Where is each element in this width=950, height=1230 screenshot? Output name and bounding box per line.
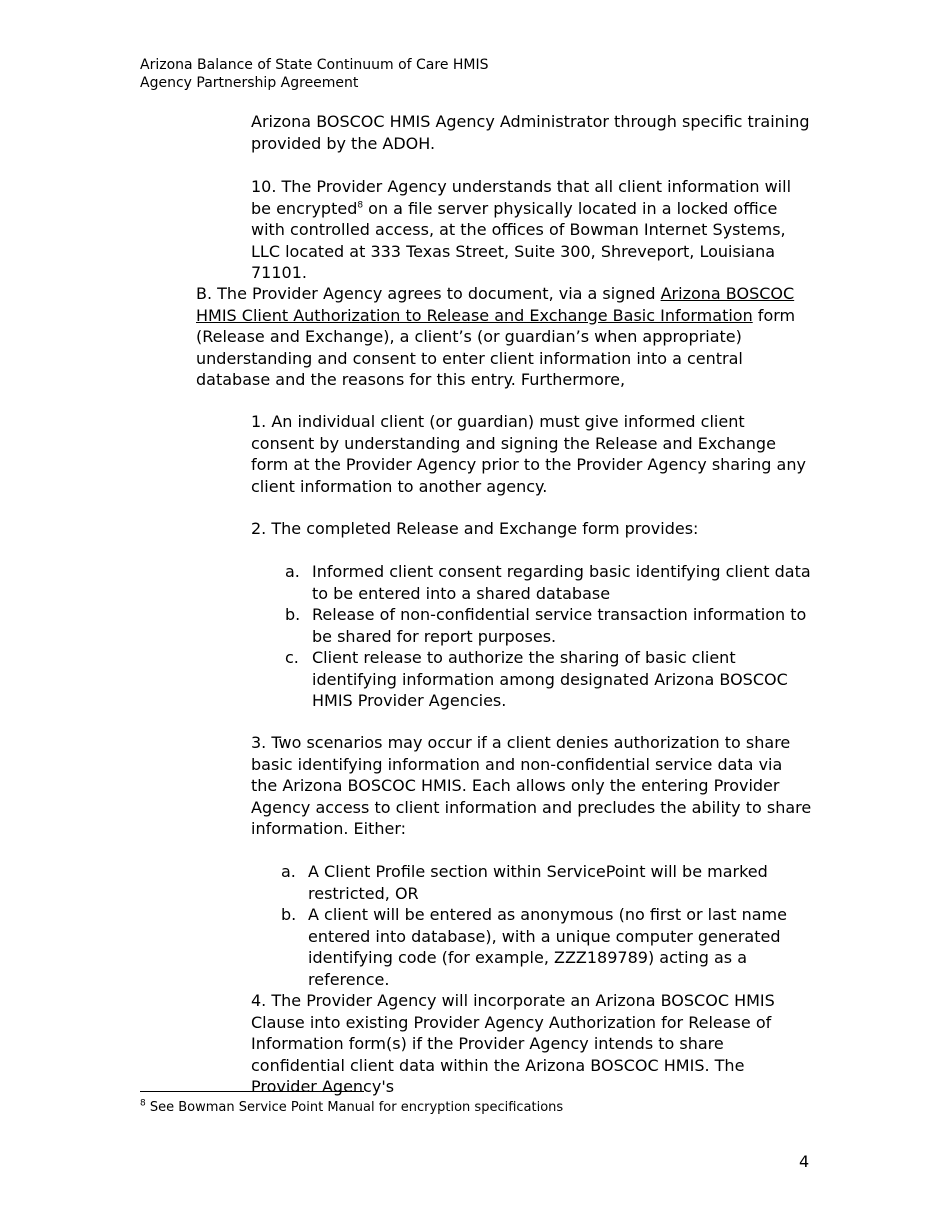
paragraph-continued: Arizona BOSCOC HMIS Agency Administrator through specific training provided by the ADOH.: [251, 112, 810, 153]
footnote-text: See Bowman Service Point Manual for encryption specifications: [145, 1100, 564, 1115]
list-item-label: a.: [281, 862, 296, 881]
list-item-text: Client release to authorize the sharing of basic client identifying information among designated Arizona BOSCOC HMIS Provider Agencies.: [312, 648, 788, 710]
list-item-label: b.: [285, 605, 301, 624]
header-subtitle: Agency Partnership Agreement: [140, 75, 359, 91]
list-item-label: b.: [281, 905, 297, 924]
item-1: 1. An individual client (or guardian) must give informed client consent by understanding and signing the Release and Exchange form at the Provider Agency prior to the Provider Agency sharing any client information to another agency.: [251, 412, 806, 496]
item-3: 3. Two scenarios may occur if a client denies authorization to share basic identifying information and non-confidential service data via the Arizona BOSCOC HMIS. Each allows only the entering Provider Agency access to client information and precludes the ability to share information. Either:: [251, 733, 812, 838]
paragraph-10-text-b: on a file server physically located in a locked office with controlled access, at the offices of Bowman Internet Systems, LLC located at 333 Texas Street, Suite 300, Shreveport, Louisiana 71101.: [251, 198, 786, 282]
header-title: Arizona Balance of State Continuum of Care HMIS: [140, 57, 489, 73]
item-2: 2. The completed Release and Exchange form provides:: [251, 519, 699, 538]
section-b-rest: form (Release and Exchange), a client’s (or guardian’s when appropriate) understanding and consent to enter client information into a central database and the reasons for this entry. Furthermore,: [196, 305, 796, 389]
list-item-text: Informed client consent regarding basic identifying client data to be entered into a shared database: [312, 562, 811, 603]
list-item-text: A Client Profile section within ServicePoint will be marked restricted, OR: [308, 862, 768, 903]
page-number: 4: [799, 1152, 810, 1171]
footnote-separator: [140, 1091, 364, 1092]
paragraph-10-text-a: 10. The Provider Agency understands that all client information will be encrypted: [251, 177, 792, 218]
footnote-number: 8: [140, 1098, 146, 1109]
list-item-label: a.: [285, 562, 300, 581]
section-b-intro: B. The Provider Agency agrees to document, via a signed: [196, 284, 661, 303]
list-item-text: A client will be entered as anonymous (no first or last name entered into database), with a unique computer generated identifying code (for example, ZZZ189789) acting as a reference.: [308, 905, 787, 989]
section-b: [196, 283, 811, 391]
list-item-text: Release of non-confidential service transaction information to be shared for report purposes.: [312, 605, 807, 646]
item-4: 4. The Provider Agency will incorporate an Arizona BOSCOC HMIS Clause into existing Provider Agency Authorization for Release of Information form(s) if the Provider Agency intends to share confidential client data within the Arizona BOSCOC HMIS. The Provider Agency's: [251, 991, 775, 1096]
paragraph-10: [251, 176, 813, 284]
running-header: [140, 56, 489, 92]
footnote-ref: 8: [357, 200, 364, 211]
list-item-label: c.: [285, 648, 299, 667]
footnote: [140, 1099, 563, 1117]
form-title-underlined: Arizona BOSCOC HMIS Client Authorization to Release and Exchange Basic Information: [196, 284, 795, 325]
